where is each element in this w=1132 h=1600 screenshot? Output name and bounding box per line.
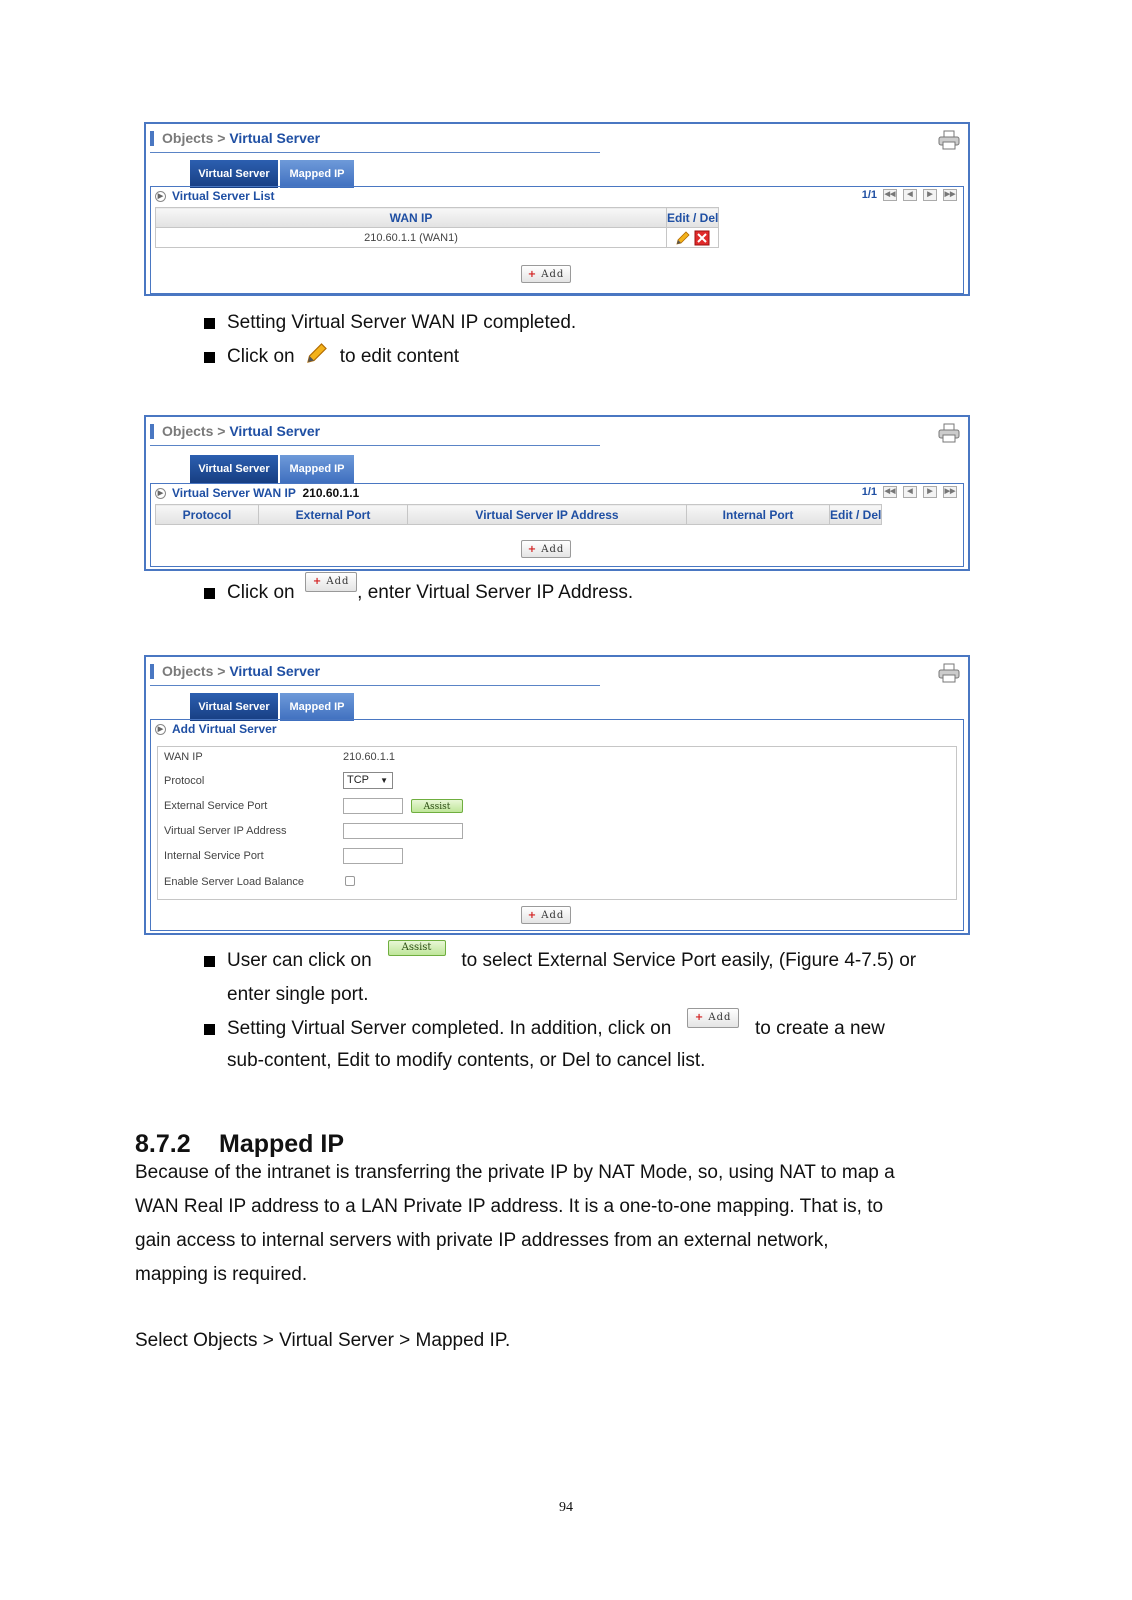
- breadcrumb-separator: >: [217, 663, 226, 679]
- table-row: [156, 228, 719, 248]
- pager: [862, 486, 957, 498]
- virtual-server-ip-label: Virtual Server IP Address: [164, 825, 287, 837]
- bullet-square-icon: [204, 1024, 215, 1035]
- add-virtual-server-form: [157, 746, 957, 900]
- virtual-server-table: [155, 207, 719, 248]
- breadcrumb-separator: >: [217, 423, 226, 439]
- protocol-row: [158, 771, 956, 793]
- last-page-icon[interactable]: ▶▶: [943, 189, 957, 201]
- plus-icon: +: [527, 269, 538, 280]
- next-page-icon[interactable]: ▶: [923, 486, 937, 498]
- add-button-label: Add: [541, 544, 565, 555]
- virtual-server-wan-ip-panel: [144, 415, 970, 571]
- expand-arrow-icon[interactable]: ▶: [155, 488, 166, 499]
- bullet-square-icon: [204, 352, 215, 363]
- bullet-text-line2: enter single port.: [227, 984, 369, 1005]
- add-button-image: [687, 1008, 739, 1028]
- bullet-text: [227, 340, 459, 374]
- cell-wan-ip: 210.60.1.1 (WAN1): [156, 228, 667, 248]
- plus-icon: +: [527, 544, 538, 555]
- prev-page-icon[interactable]: ◀: [903, 189, 917, 201]
- mapped-ip-description: [135, 1156, 970, 1292]
- tab-mapped-ip[interactable]: Mapped IP: [280, 693, 354, 721]
- first-page-icon[interactable]: ◀◀: [883, 189, 897, 201]
- edit-pencil-icon[interactable]: [675, 230, 691, 246]
- plus-icon: +: [312, 576, 323, 587]
- breadcrumb: [162, 130, 320, 146]
- delete-icon[interactable]: [694, 230, 710, 246]
- bullet-text-pre: Click on: [227, 346, 295, 367]
- bullet-text: [227, 576, 633, 610]
- edit-pencil-icon: [305, 341, 329, 365]
- tab-virtual-server[interactable]: Virtual Server: [190, 455, 278, 483]
- tab-mapped-ip[interactable]: Mapped IP: [280, 455, 354, 483]
- bullet-text-line2: sub-content, Edit to modify contents, or Del to cancel list.: [227, 1050, 706, 1071]
- bullet-text: [227, 944, 916, 978]
- load-balance-row: [158, 872, 956, 894]
- add-button-label: Add: [541, 910, 565, 921]
- plus-icon: +: [694, 1012, 705, 1023]
- section-number: 8.7.2: [135, 1130, 191, 1158]
- cell-actions: [667, 228, 719, 248]
- wan-ip-value: 210.60.1.1: [302, 486, 360, 500]
- paragraph-line: Because of the intranet is transferring the private IP by NAT Mode, so, using NAT to map a: [135, 1162, 895, 1183]
- section-heading: [135, 1130, 344, 1159]
- protocol-select[interactable]: [343, 772, 393, 789]
- bullet-square-icon: [204, 588, 215, 599]
- virtual-server-ip-row: [158, 821, 956, 843]
- paragraph-line: mapping is required.: [135, 1264, 308, 1285]
- paragraph-line: WAN Real IP address to a LAN Private IP address. It is a one-to-one mapping. That is, to: [135, 1196, 884, 1217]
- breadcrumb: [162, 423, 320, 439]
- column-edit-del: Edit / Del: [667, 208, 719, 228]
- paragraph-line: gain access to internal servers with private IP addresses from an external network,: [135, 1230, 829, 1251]
- header-accent-bar: [150, 664, 154, 679]
- section-title: Mapped IP: [219, 1130, 345, 1158]
- bullet-square-icon: [204, 956, 215, 967]
- column-edit-del: Edit / Del: [830, 505, 882, 525]
- internal-port-label: Internal Service Port: [164, 850, 264, 862]
- tab-mapped-ip[interactable]: Mapped IP: [280, 160, 354, 188]
- bullet-text-post: , enter Virtual Server IP Address.: [357, 582, 634, 603]
- bullet-text: [227, 1012, 885, 1046]
- printer-icon[interactable]: [938, 663, 960, 683]
- bullet-text: Setting Virtual Server WAN IP completed.: [227, 312, 577, 333]
- column-internal-port: Internal Port: [687, 505, 830, 525]
- protocol-label: Protocol: [164, 775, 205, 787]
- add-button-image: [305, 572, 357, 592]
- load-balance-checkbox[interactable]: [345, 876, 355, 886]
- internal-port-row: [158, 846, 956, 868]
- breadcrumb-separator: >: [217, 130, 226, 146]
- page-number: 94: [559, 1500, 573, 1515]
- list-box: [150, 186, 964, 294]
- virtual-server-rules-table: [155, 504, 882, 525]
- page-indicator: 1/1: [861, 486, 877, 498]
- breadcrumb-objects[interactable]: Objects: [162, 663, 214, 679]
- bullet-text-post: to edit content: [339, 346, 460, 367]
- table-header-row: [156, 208, 719, 228]
- virtual-server-ip-input[interactable]: [343, 823, 463, 839]
- external-port-label: External Service Port: [164, 800, 268, 812]
- bullet-text-post: to select External Service Port easily, (Figure 4-7.5) or: [461, 950, 917, 971]
- virtual-server-list-panel: [144, 122, 970, 296]
- panel-header: [150, 128, 964, 150]
- add-form-box: [150, 719, 964, 931]
- header-divider: [150, 685, 600, 686]
- tab-virtual-server[interactable]: Virtual Server: [190, 693, 278, 721]
- add-virtual-server-panel: [144, 655, 970, 935]
- last-page-icon[interactable]: ▶▶: [943, 486, 957, 498]
- header-divider: [150, 152, 600, 153]
- chevron-down-icon: ▼: [380, 776, 388, 785]
- expand-arrow-icon[interactable]: ▶: [155, 191, 166, 202]
- expand-arrow-icon[interactable]: ▶: [155, 724, 166, 735]
- prev-page-icon[interactable]: ◀: [903, 486, 917, 498]
- bullet-text-pre: Click on: [227, 582, 295, 603]
- list-box: [150, 483, 964, 567]
- list-title: Virtual Server List: [172, 189, 275, 203]
- form-header: [155, 722, 957, 740]
- select-instruction: Select Objects > Virtual Server > Mapped IP.: [135, 1330, 511, 1351]
- add-button-label: Add: [708, 1012, 732, 1023]
- list-title: Virtual Server WAN IP: [172, 486, 296, 500]
- header-divider: [150, 445, 600, 446]
- panel-header: [150, 661, 964, 683]
- printer-icon[interactable]: [938, 423, 960, 443]
- column-protocol: Protocol: [156, 505, 259, 525]
- bullet-text-pre: Setting Virtual Server completed. In addition, click on: [227, 1018, 672, 1039]
- bullet-square-icon: [204, 318, 215, 329]
- breadcrumb: [162, 663, 320, 679]
- tab-virtual-server[interactable]: Virtual Server: [190, 160, 278, 188]
- breadcrumb-virtual-server[interactable]: Virtual Server: [229, 663, 321, 679]
- form-title: Add Virtual Server: [172, 722, 277, 736]
- plus-icon: +: [527, 910, 538, 921]
- assist-button[interactable]: Assist: [411, 799, 463, 813]
- breadcrumb-virtual-server[interactable]: Virtual Server: [229, 423, 321, 439]
- add-button[interactable]: [521, 906, 571, 924]
- list-header: [155, 486, 957, 504]
- add-button-label: Add: [541, 269, 565, 280]
- printer-icon[interactable]: [938, 130, 960, 150]
- wan-ip-label: WAN IP: [164, 751, 203, 763]
- breadcrumb-objects[interactable]: Objects: [162, 130, 214, 146]
- internal-port-input[interactable]: [343, 848, 403, 864]
- list-header: [155, 189, 957, 207]
- breadcrumb-virtual-server[interactable]: Virtual Server: [229, 130, 321, 146]
- column-virtual-server-ip: Virtual Server IP Address: [408, 505, 687, 525]
- external-port-input[interactable]: [343, 798, 403, 814]
- next-page-icon[interactable]: ▶: [923, 189, 937, 201]
- panel-header: [150, 421, 964, 443]
- external-port-row: [158, 796, 956, 818]
- wan-ip-value: 210.60.1.1: [343, 751, 395, 763]
- add-button-label: Add: [326, 576, 350, 587]
- add-button[interactable]: [521, 540, 571, 558]
- header-accent-bar: [150, 424, 154, 439]
- protocol-selected-value: TCP: [347, 774, 369, 786]
- column-external-port: External Port: [259, 505, 408, 525]
- breadcrumb-objects[interactable]: Objects: [162, 423, 214, 439]
- header-accent-bar: [150, 131, 154, 146]
- bullet-text-pre: User can click on: [227, 950, 372, 971]
- first-page-icon[interactable]: ◀◀: [883, 486, 897, 498]
- load-balance-label: Enable Server Load Balance: [164, 876, 305, 888]
- add-button[interactable]: [521, 265, 571, 283]
- bullet-text-post: to create a new: [754, 1018, 885, 1039]
- wan-ip-row: [158, 747, 956, 769]
- pager: [862, 189, 957, 201]
- table-header-row: [156, 505, 882, 525]
- page-indicator: 1/1: [861, 189, 877, 201]
- assist-button-image: Assist: [388, 940, 446, 956]
- column-wan-ip: WAN IP: [156, 208, 667, 228]
